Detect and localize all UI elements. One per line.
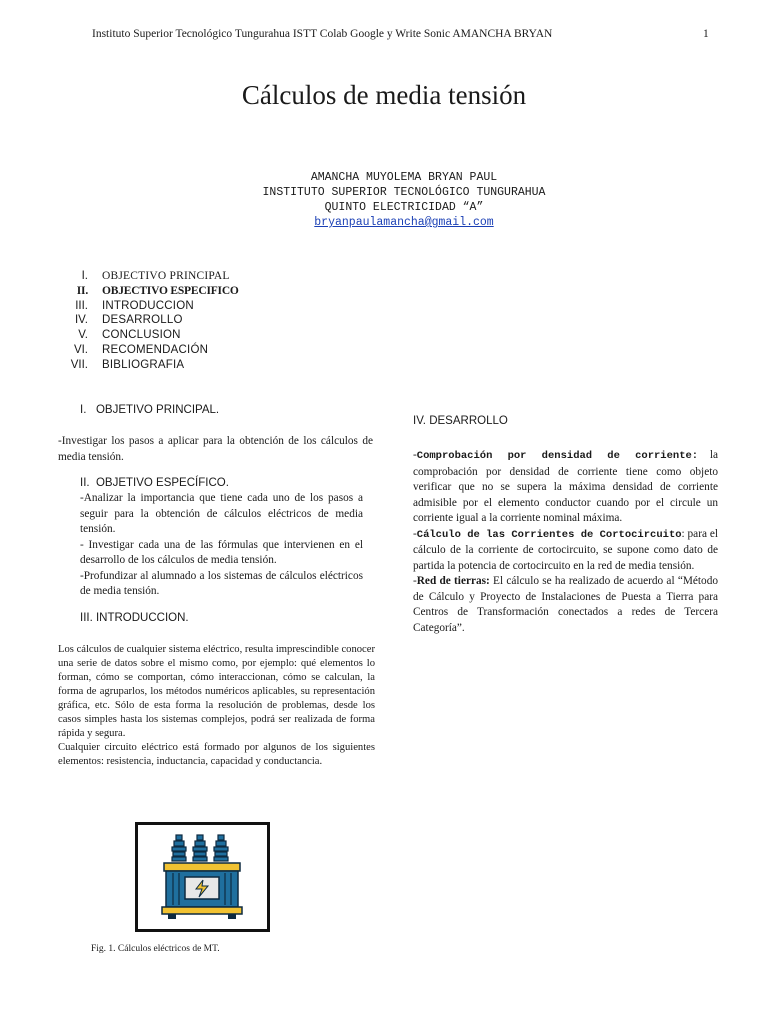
toc-item[interactable]: VI. RECOMENDACIÓN bbox=[73, 343, 209, 356]
objetivo-especifico-list bbox=[80, 491, 363, 600]
list-item: -Analizar la importancia que tiene cada uno de los pasos a seguir para la obtención de cálculos eléctricos de media tensión. bbox=[80, 492, 363, 535]
toc-item[interactable]: III. INTRODUCCION bbox=[75, 299, 194, 312]
list-item: -Profundizar al alumnado a los sistemas de cálculos eléctricos de media tensión. bbox=[80, 569, 363, 597]
figure-caption: Fig. 1. Cálculos eléctricos de MT. bbox=[91, 944, 220, 954]
item-label: Comprobación por densidad de corriente: bbox=[416, 450, 699, 462]
heading-introduccion: III. INTRODUCCION. bbox=[80, 612, 189, 624]
desarrollo-item: -Red de tierras: El cálculo se ha realizado de acuerdo al “Método de Cálculo y Proyecto de Instalaciones de Puesta a Tierra para Centros de Transformación conectados a redes de Tercera Categoría”. bbox=[413, 575, 718, 634]
running-header: Instituto Superior Tecnológico Tungurahua ISTT Colab Google y Write Sonic AMANCHA BRYAN bbox=[92, 28, 553, 40]
heading-objetivo-especifico: II. OBJETIVO ESPECÍFICO. bbox=[80, 477, 229, 489]
heading-objetivo-principal: I. OBJETIVO PRINCIPAL. bbox=[80, 404, 220, 416]
desarrollo-body bbox=[413, 448, 718, 636]
objetivo-principal-text: -Investigar los pasos a aplicar para la obtención de los cálculos de media tensión. bbox=[58, 435, 373, 463]
item-label: Cálculo de las Corrientes de Cortocircuito bbox=[416, 528, 682, 541]
heading-desarrollo: IV. DESARROLLO bbox=[413, 415, 508, 427]
paragraph: Cualquier circuito eléctrico está formado por algunos de los siguientes elementos: resistencia, inductancia, capacidad y conductancia. bbox=[58, 742, 375, 767]
author-email-link[interactable]: bryanpaulamancha@gmail.com bbox=[314, 216, 494, 229]
document-title: Cálculos de media tensión bbox=[241, 80, 527, 110]
list-item: - Investigar cada una de las fórmulas que intervienen en el desarrollo de los cálculos de media tensión. bbox=[80, 538, 363, 566]
table-of-contents bbox=[56, 270, 239, 374]
toc-item[interactable]: II. OBJECTIVO ESPECIFICO bbox=[76, 284, 239, 297]
page-number: 1 bbox=[703, 28, 709, 40]
author-course: QUINTO ELECTRICIDAD “A” bbox=[324, 201, 484, 214]
toc-item[interactable]: V. CONCLUSION bbox=[78, 329, 181, 342]
toc-item[interactable]: I. OBJECTIVO PRINCIPAL bbox=[81, 270, 230, 282]
introduccion-body bbox=[58, 643, 375, 769]
desarrollo-item: -Comprobación por densidad de corriente: la comprobación por densidad de corriente tiene como objeto verificar que no se supera la máxima densidad de corriente admisible por el elemento conductor cuando por el circule un corriente igual a la corriente nominal máxima. bbox=[413, 449, 718, 524]
author-institution: INSTITUTO SUPERIOR TECNOLÓGICO TUNGURAHUA bbox=[262, 186, 546, 199]
figure-frame bbox=[135, 822, 270, 932]
transformer-icon bbox=[138, 825, 267, 929]
author-name: AMANCHA MUYOLEMA BRYAN PAUL bbox=[310, 171, 498, 184]
author-block bbox=[0, 170, 768, 230]
desarrollo-item: -Cálculo de las Corrientes de Cortocircuito: para el cálculo de la corriente de cortocircuito, se supone como dato de partida la potencia de cortocircuito en la red de media tensión. bbox=[413, 527, 718, 572]
item-label: Red de tierras: bbox=[416, 575, 490, 587]
paragraph: Los cálculos de cualquier sistema eléctrico, resulta imprescindible conocer una serie de datos sobre el mismo como, por ejemplo: qué elementos lo forman, cómo se comportan, cómo interaccionan, cómo se calculan, la forma de agruparlos, los métodos numéricos aplicables, su representación gráfica, etc. Sólo de esta forma la resolución de problemas, desde los casos simples hasta los sistemas complejos, podrá ser realizada de forma rápida y segura. bbox=[58, 644, 375, 739]
toc-item[interactable]: VII. BIBLIOGRAFIA bbox=[70, 358, 185, 371]
toc-item[interactable]: IV. DESARROLLO bbox=[74, 314, 183, 327]
